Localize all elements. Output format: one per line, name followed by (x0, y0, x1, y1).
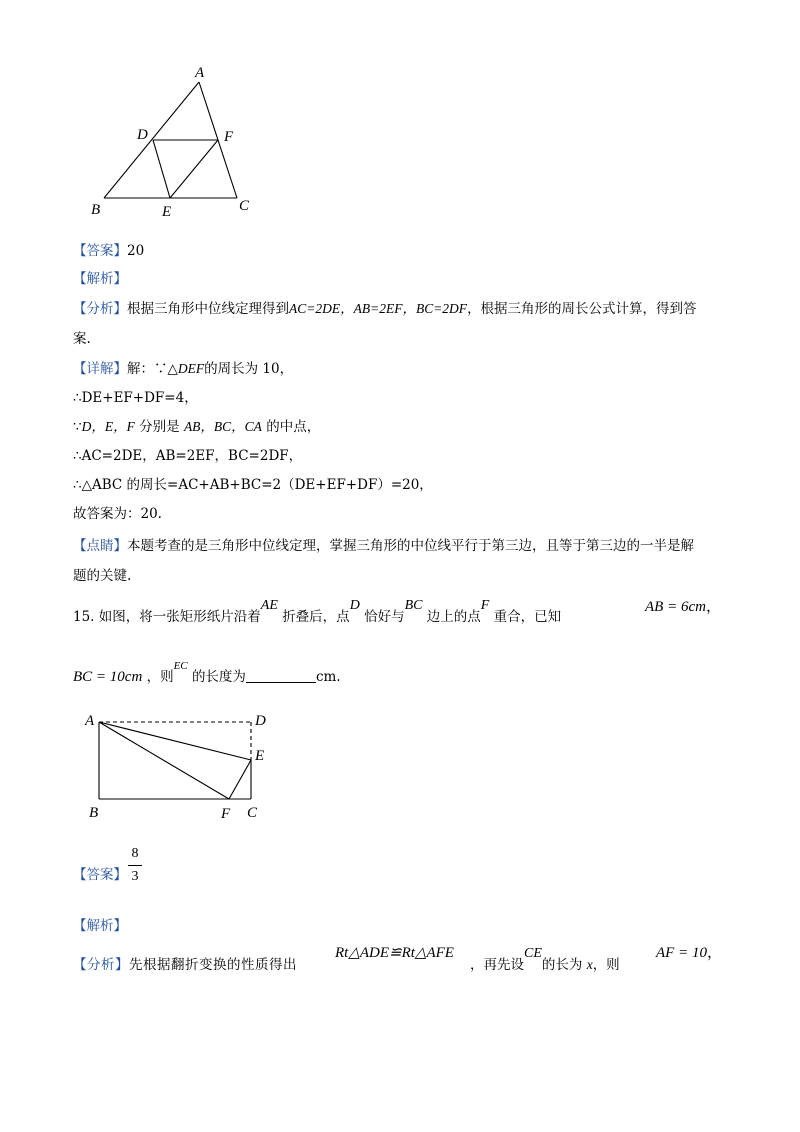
q15-s1: 如图，将一张矩形纸片沿着 (98, 609, 261, 625)
q15-af-eq-text: AF = 10 (656, 945, 707, 961)
q15-s3: 恰好与 (364, 609, 405, 625)
q15-answer-tag: 【答案】 (73, 867, 127, 883)
q15-f4: ，则 (592, 957, 620, 973)
q15-x: x (586, 957, 593, 972)
q15-answer-fraction (128, 846, 142, 885)
q15-f: F (480, 598, 490, 613)
detail-line-6: 故答案为：20. (73, 506, 162, 522)
label-f: F (224, 129, 234, 145)
fenxi-text-b: ，根据三角形的周长公式计算，得到答 (467, 301, 697, 317)
q15-ae: AE (260, 598, 278, 613)
label-d: D (137, 127, 148, 143)
rect-label-e: E (255, 748, 265, 764)
detail-1v: DEF (177, 361, 205, 376)
answer-tag: 【答案】 (73, 243, 127, 259)
q15-congr-text: Rt△ADE≌Rt△AFE (335, 945, 454, 961)
q15-f3: 的长为 (541, 957, 583, 973)
fraction-denominator: 3 (131, 869, 139, 884)
q15-fenxi-line (73, 956, 297, 974)
detail-3a: ∵ (73, 419, 82, 435)
detail-3b: 分别是 (134, 419, 184, 435)
q15-bc-eq: BC = 10cm (73, 669, 143, 685)
q15-analysis-tag: 【解析】 (73, 918, 127, 934)
detail-3c: AB，BC，CA (183, 419, 262, 434)
rect-label-b: B (89, 805, 99, 821)
fenxi-text-a: 根据三角形中位线定理得到 (127, 301, 289, 317)
detail-3v: D，E，F (81, 419, 135, 434)
q15-ce: CE (524, 946, 542, 961)
detail-5b: AC+AB+BC=2（DE+EF+DF）=20， (178, 477, 433, 493)
q15-number: 15. (73, 609, 95, 625)
rect-label-d: D (255, 713, 266, 729)
detail-3d: 的中点， (261, 419, 321, 435)
fenxi-cont: 案. (73, 331, 91, 347)
detail-1b: 的周长为 10， (204, 361, 294, 377)
q15-s4: 边上的点 (426, 609, 481, 625)
label-e: E (162, 204, 172, 220)
q15-congruence (335, 944, 454, 962)
q15-s2: 折叠后，点 (282, 609, 350, 625)
label-c: C (239, 198, 250, 214)
comment-cont: 题的关键. (73, 568, 132, 584)
q15-ec: EC (173, 660, 188, 672)
fraction-numerator: 8 (131, 846, 139, 861)
comment-text: 本题考查的是三角形中位线定理，掌握三角形的中位线平行于第三边，且等于第三边的一半是解 (127, 538, 694, 554)
label-a: A (195, 65, 205, 81)
fraction-bar (128, 865, 142, 866)
rect-label-a: A (85, 713, 95, 729)
q15-bc: BC (404, 598, 423, 613)
detail-5a: ∴△ABC 的周长= (73, 477, 179, 493)
fenxi-tag: 【分析】 (73, 301, 127, 317)
detail-tag: 【详解】 (73, 361, 127, 377)
q15-s7: 的长度为 (191, 669, 246, 685)
label-b: B (91, 202, 101, 218)
q15-f2: ，再先设 (470, 957, 524, 973)
q15-d: D (349, 598, 360, 613)
q15-f1: 先根据翻折变换的性质得出 (129, 957, 297, 973)
q15-fenxi-rest (470, 946, 620, 975)
q15-af-eq (656, 944, 722, 962)
rect-label-f: F (221, 806, 231, 822)
q15-f5: ， (706, 945, 722, 961)
detail-line-2: ∴DE+EF+DF=4， (73, 390, 198, 406)
q15-fenxi-tag: 【分析】 (73, 957, 129, 973)
analysis-tag: 【解析】 (73, 271, 127, 287)
fenxi-equations: AC=2DE，AB=2EF，BC=2DF (289, 301, 468, 316)
detail-1a: 解：∵△ (127, 361, 178, 377)
q15-ab-eq-text: AB = 6cm (645, 599, 706, 615)
comment-tag: 【点睛】 (73, 538, 127, 554)
q15-comma: ， (705, 599, 721, 615)
rect-label-c: C (247, 805, 258, 821)
q15-unit: cm. (315, 669, 341, 685)
answer-value: 20 (127, 243, 145, 259)
q15-s6: ，则 (146, 669, 174, 685)
detail-line-4: ∴AC=2DE，AB=2EF，BC=2DF， (73, 448, 303, 464)
q15-s5: 重合，已知 (493, 609, 562, 625)
